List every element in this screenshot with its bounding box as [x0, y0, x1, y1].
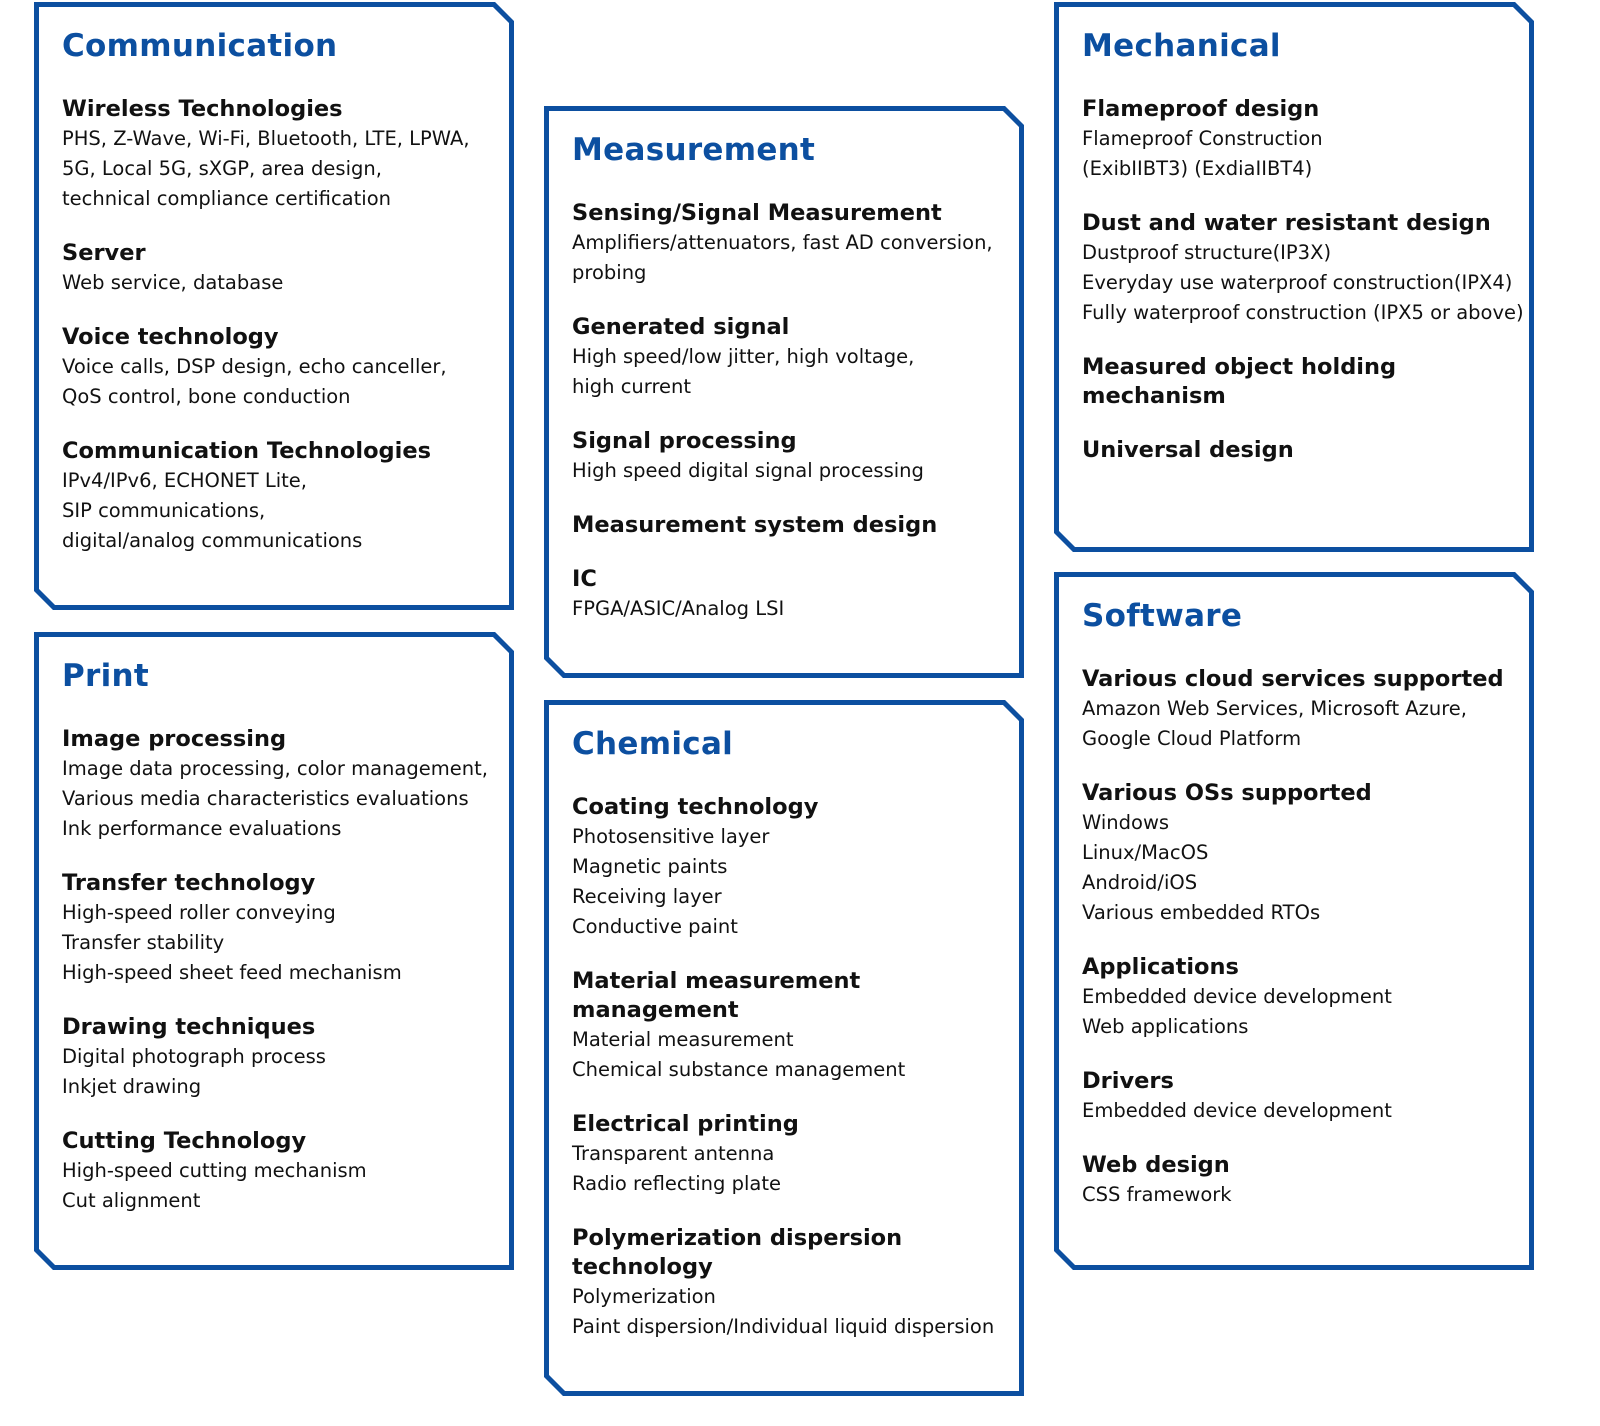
measurement-section-detail: High speed/low jitter, high voltage, — [572, 345, 915, 369]
measurement-section — [572, 565, 1006, 624]
software-card-title: Software — [1082, 598, 1243, 634]
chemical-section-detail: Photosensitive layer — [572, 825, 770, 849]
mechanical-section-heading: mechanism — [1082, 383, 1226, 410]
mechanical-section-detail: Dustproof structure(IP3X) — [1082, 241, 1332, 265]
chemical-section — [572, 793, 1006, 942]
communication-section-detail: QoS control, bone conduction — [62, 385, 351, 409]
communication-card-title: Communication — [62, 28, 338, 64]
communication-section-detail: technical compliance certification — [62, 187, 391, 211]
mechanical-section-detail: (ExibIIBT3) (ExdiaIIBT4) — [1082, 157, 1313, 181]
measurement-card-content — [572, 132, 1006, 649]
chemical-section — [572, 1110, 1006, 1199]
measurement-section — [572, 313, 1006, 402]
software-section — [1082, 1151, 1516, 1210]
measurement-section-heading: IC — [572, 566, 597, 593]
software-section-detail: Web applications — [1082, 1015, 1249, 1039]
chemical-section-detail: Conductive paint — [572, 915, 738, 939]
print-section-detail: Transfer stability — [62, 931, 225, 955]
measurement-section — [572, 511, 1006, 540]
mechanical-section-heading: Flameproof design — [1082, 96, 1320, 123]
chemical-card-content — [572, 726, 1006, 1367]
communication-section-detail: 5G, Local 5G, sXGP, area design, — [62, 157, 382, 181]
mechanical-card-content — [1082, 28, 1524, 490]
communication-section-detail: IPv4/IPv6, ECHONET Lite, — [62, 469, 307, 493]
communication-section-heading: Server — [62, 240, 146, 267]
communication-section-heading: Wireless Technologies — [62, 96, 343, 123]
mechanical-section — [1082, 95, 1516, 184]
chemical-section-heading: technology — [572, 1254, 713, 1281]
communication-section-detail: Voice calls, DSP design, echo canceller, — [62, 355, 447, 379]
communication-section — [62, 95, 496, 214]
print-section — [62, 1013, 496, 1102]
communication-section — [62, 323, 496, 412]
measurement-sections — [572, 199, 1006, 624]
measurement-section-heading: Signal processing — [572, 428, 797, 455]
communication-section-heading: Communication Technologies — [62, 438, 431, 465]
mechanical-section-heading: Universal design — [1082, 437, 1294, 464]
chemical-section-heading: management — [572, 997, 739, 1024]
mechanical-section-detail: Fully waterproof construction (IPX5 or above) — [1082, 301, 1524, 325]
mechanical-card-title: Mechanical — [1082, 28, 1281, 64]
measurement-card-title: Measurement — [572, 132, 816, 168]
software-section-heading: Drivers — [1082, 1068, 1174, 1095]
mechanical-section-detail: Everyday use waterproof construction(IPX4) — [1082, 271, 1513, 295]
software-section-detail: Amazon Web Services, Microsoft Azure, — [1082, 697, 1468, 721]
measurement-section — [572, 199, 1006, 288]
chemical-card-title: Chemical — [572, 726, 734, 762]
software-section-detail: CSS framework — [1082, 1183, 1232, 1207]
measurement-section — [572, 427, 1006, 486]
mechanical-section — [1082, 353, 1516, 411]
measurement-card — [544, 106, 1024, 678]
print-card — [34, 632, 514, 1270]
communication-section-heading: Voice technology — [62, 324, 279, 351]
print-section-detail: High-speed roller conveying — [62, 901, 336, 925]
software-section-detail: Embedded device development — [1082, 985, 1392, 1009]
chemical-sections — [572, 793, 1006, 1342]
communication-section — [62, 437, 496, 556]
chemical-section-detail: Polymerization — [572, 1285, 716, 1309]
print-section-heading: Image processing — [62, 726, 287, 753]
print-section-heading: Transfer technology — [62, 870, 316, 897]
print-card-title: Print — [62, 658, 150, 694]
chemical-section-detail: Material measurement — [572, 1028, 794, 1052]
software-section-detail: Windows — [1082, 811, 1170, 835]
measurement-section-heading: Generated signal — [572, 314, 790, 341]
mechanical-card — [1054, 2, 1534, 552]
communication-section-detail: digital/analog communications — [62, 529, 363, 553]
measurement-section-detail: High speed digital signal processing — [572, 459, 924, 483]
communication-card — [34, 2, 514, 610]
mechanical-section-detail: Flameproof Construction — [1082, 127, 1323, 151]
chemical-section-heading: Electrical printing — [572, 1111, 799, 1138]
print-section — [62, 725, 496, 844]
chemical-section-heading: Polymerization dispersion — [572, 1225, 903, 1252]
software-section — [1082, 953, 1516, 1042]
software-section-detail: Linux/MacOS — [1082, 841, 1209, 865]
communication-sections — [62, 95, 496, 556]
software-section — [1082, 779, 1516, 928]
measurement-section-detail: probing — [572, 261, 647, 285]
software-section-detail: Embedded device development — [1082, 1099, 1392, 1123]
measurement-section-heading: Measurement system design — [572, 512, 938, 539]
chemical-section-heading: Material measurement — [572, 968, 861, 995]
measurement-section-detail: high current — [572, 375, 692, 399]
communication-card-content — [62, 28, 496, 581]
communication-section — [62, 239, 496, 298]
measurement-section-detail: FPGA/ASIC/Analog LSI — [572, 597, 785, 621]
software-section-heading: Web design — [1082, 1152, 1230, 1179]
print-sections — [62, 725, 496, 1216]
print-section-detail: High-speed cutting mechanism — [62, 1159, 367, 1183]
chemical-section-detail: Magnetic paints — [572, 855, 728, 879]
print-section-detail: Various media characteristics evaluations — [62, 787, 469, 811]
software-section — [1082, 665, 1516, 754]
chemical-section-detail: Paint dispersion/Individual liquid dispersion — [572, 1315, 995, 1339]
chemical-card — [544, 700, 1024, 1396]
measurement-section-heading: Sensing/Signal Measurement — [572, 200, 942, 227]
software-section-detail: Various embedded RTOs — [1082, 901, 1321, 925]
software-section — [1082, 1067, 1516, 1126]
chemical-section-detail: Chemical substance management — [572, 1058, 906, 1082]
mechanical-sections — [1082, 95, 1524, 465]
mechanical-section — [1082, 436, 1516, 465]
chemical-section-detail: Transparent antenna — [572, 1142, 775, 1166]
communication-section-detail: Web service, database — [62, 271, 284, 295]
mechanical-section — [1082, 209, 1524, 328]
software-section-heading: Various cloud services supported — [1082, 666, 1504, 693]
chemical-section — [572, 967, 1006, 1085]
print-section-detail: Cut alignment — [62, 1189, 201, 1213]
print-section-detail: Image data processing, color management, — [62, 757, 488, 781]
chemical-section — [572, 1224, 1006, 1342]
print-section — [62, 1127, 496, 1216]
print-section — [62, 869, 496, 988]
print-section-heading: Drawing techniques — [62, 1014, 316, 1041]
communication-section-detail: SIP communications, — [62, 499, 266, 523]
software-sections — [1082, 665, 1516, 1210]
software-section-detail: Android/iOS — [1082, 871, 1198, 895]
software-card-content — [1082, 598, 1516, 1235]
measurement-section-detail: Amplifiers/attenuators, fast AD conversion, — [572, 231, 993, 255]
chemical-section-detail: Receiving layer — [572, 885, 722, 909]
print-section-heading: Cutting Technology — [62, 1128, 307, 1155]
print-section-detail: Digital photograph process — [62, 1045, 326, 1069]
print-section-detail: High-speed sheet feed mechanism — [62, 961, 402, 985]
chemical-section-detail: Radio reflecting plate — [572, 1172, 781, 1196]
print-section-detail: Inkjet drawing — [62, 1075, 202, 1099]
software-section-detail: Google Cloud Platform — [1082, 727, 1302, 751]
print-card-content — [62, 658, 496, 1241]
print-section-detail: Ink performance evaluations — [62, 817, 342, 841]
communication-section-detail: PHS, Z-Wave, Wi-Fi, Bluetooth, LTE, LPWA, — [62, 127, 470, 151]
software-section-heading: Various OSs supported — [1082, 780, 1372, 807]
chemical-section-heading: Coating technology — [572, 794, 819, 821]
software-card — [1054, 572, 1534, 1270]
software-section-heading: Applications — [1082, 954, 1239, 981]
mechanical-section-heading: Measured object holding — [1082, 354, 1397, 381]
mechanical-section-heading: Dust and water resistant design — [1082, 210, 1491, 237]
